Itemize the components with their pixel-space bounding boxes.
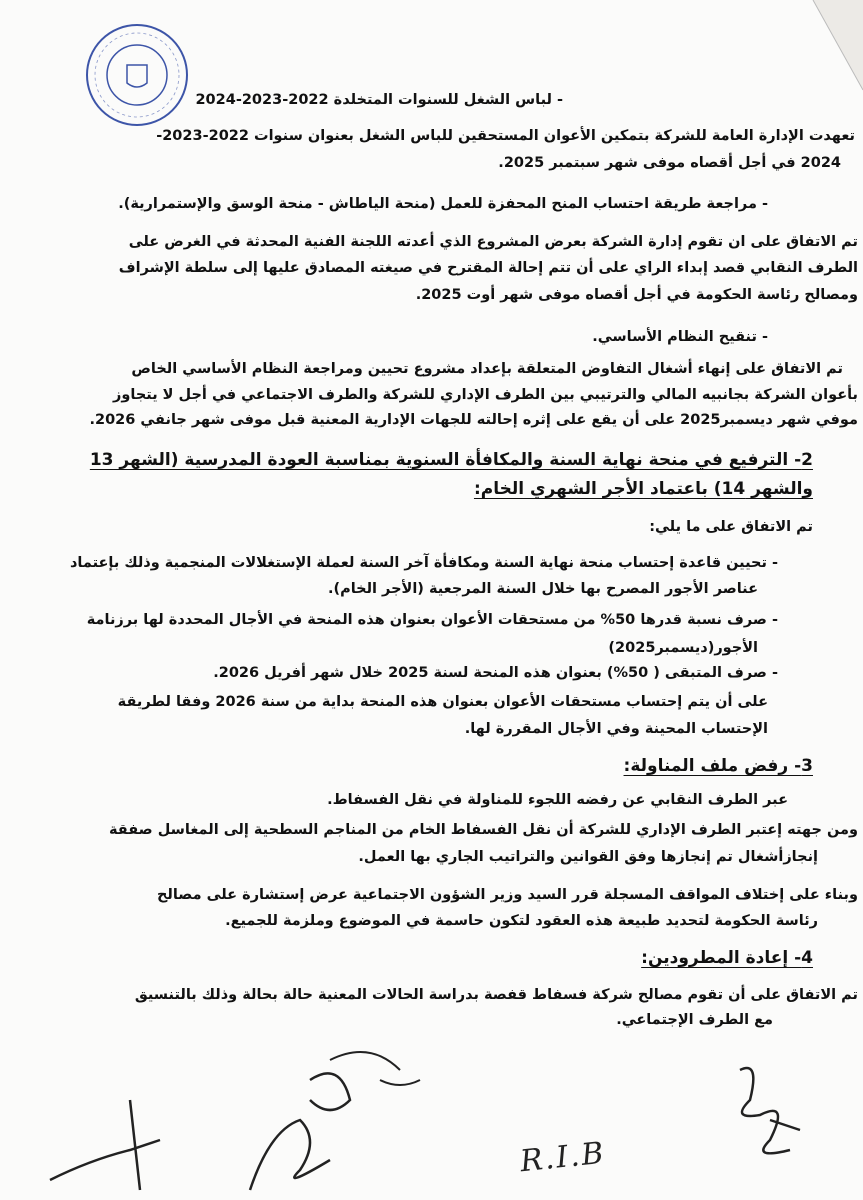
- paragraph-line: ومن جهته إعتبر الطرف الإداري للشركة أن نقل الفسفاط الخام من المناجم السطحية إلى المغاسل صفقة: [109, 822, 858, 838]
- paragraph-line: تم الاتفاق على إنهاء أشغال التفاوض المتعلقة بإعداد مشروع تحيين ومراجعة النظام الأساسي الخاص: [131, 361, 843, 377]
- paragraph-line: على أن يتم إحتساب مستحقات الأعوان بعنوان هذه المنحة بداية من سنة 2026 وفقا لطريقة: [117, 694, 768, 710]
- paragraph-line: تعهدت الإدارة العامة للشركة بتمكين الأعوان المستحقين للباس الشغل بعنوان سنوات 2022-2023-: [156, 128, 855, 144]
- paragraph-line: 2024 في أجل أقصاه موفى شهر سبتمبر 2025.: [498, 155, 841, 171]
- paragraph-line: الإحتساب المحينة وفي الأجال المقررة لها.: [464, 721, 768, 737]
- heading-statute: - تنقيح النظام الأساسي.: [592, 329, 768, 345]
- paragraph-line: موفي شهر ديسمبر2025 على أن يقع على إثره إحالته للجهات الإدارية المعنية قبل موفى شهر جانفي 2026.: [89, 412, 858, 428]
- list-item: - تحيين قاعدة إحتساب منحة نهاية السنة ومكافأة آخر السنة لعملة الإستغلالات المنجمية وذلك بإعتماد: [69, 555, 778, 571]
- paragraph-line: تم الاتفاق على أن تقوم مصالح شركة فسفاط قفصة بدراسة الحالات المعنية حالة بحالة وذلك بالتنسيق: [134, 987, 858, 1003]
- section-3-heading: 3- رفض ملف المناولة:: [623, 756, 813, 776]
- paragraph-line: مع الطرف الإجتماعي.: [616, 1012, 773, 1028]
- paragraph-line: ومصالح رئاسة الحكومة في أجل أقصاه موفى شهر أوت 2025.: [415, 287, 858, 303]
- heading-work-clothes: - لباس الشغل للسنوات المتخلدة 2022-2023-2024: [195, 92, 563, 108]
- signature-4: [740, 1068, 800, 1153]
- signature-2: [250, 1073, 350, 1190]
- paragraph-line: تم الاتفاق على ان تقوم إدارة الشركة بعرض المشروع الذي أعدته اللجنة الفنية المحدثة في الغرض على: [128, 234, 858, 250]
- list-item: عناصر الأجور المصرح بها خلال السنة المرجعية (الأجر الخام).: [327, 581, 758, 597]
- paragraph-line: إنجازأشغال تم إنجازها وفق القوانين والتراتيب الجاري بها العمل.: [358, 849, 818, 865]
- signature-1: [50, 1100, 160, 1190]
- page-fold-shadow: [803, 0, 863, 120]
- signature-initials: R.I.B: [518, 1135, 608, 1180]
- section-2-heading: والشهر 14) باعتماد الأجر الشهري الخام:: [473, 479, 813, 499]
- list-item: - صرف المتبقى ( 50%) بعنوان هذه المنحة لسنة 2025 خلال شهر أفريل 2026.: [213, 665, 778, 681]
- signature-3: [330, 1052, 420, 1085]
- paragraph-line: بأعوان الشركة بجانبيه المالي والترتيبي بين الطرف الإداري للشركة والطرف الاجتماعي في أجل لا يتجاوز: [113, 387, 858, 403]
- paragraph-line: عبر الطرف النقابي عن رفضه اللجوء للمناولة في نقل الفسفاط.: [327, 792, 788, 808]
- paragraph-line: الطرف النقابي قصد إبداء الراي على أن تتم إحالة المقترح في صيغته المصادق عليها إلى سلطة الإشراف: [118, 260, 858, 276]
- list-item: الأجور(ديسمبر2025): [608, 640, 758, 656]
- section-4-heading: 4- إعادة المطرودين:: [641, 948, 813, 968]
- paragraph-line: رئاسة الحكومة لتحديد طبيعة هذه العقود لتكون حاسمة في الموضوع وملزمة للجميع.: [225, 913, 818, 929]
- heading-incentives: - مراجعة طريقة احتساب المنح المحفزة للعمل (منحة الياطاش - منحة الوسق والإستمرارية).: [118, 196, 768, 212]
- signatures: [0, 1040, 863, 1200]
- ministry-stamp: [82, 20, 192, 130]
- paragraph-line: وبناء على إختلاف المواقف المسجلة قرر السيد وزير الشؤون الاجتماعية عرض إستشارة على مصالح: [156, 887, 858, 903]
- section-2-heading: 2- الترفيع في منحة نهاية السنة والمكافأة السنوية بمناسبة العودة المدرسية (الشهر 13: [89, 450, 813, 470]
- section-2-intro: تم الاتفاق على ما يلي:: [649, 519, 813, 535]
- list-item: - صرف نسبة قدرها 50% من مستحقات الأعوان بعنوان هذه المنحة في الأجال المحددة لها برزنامة: [86, 612, 778, 628]
